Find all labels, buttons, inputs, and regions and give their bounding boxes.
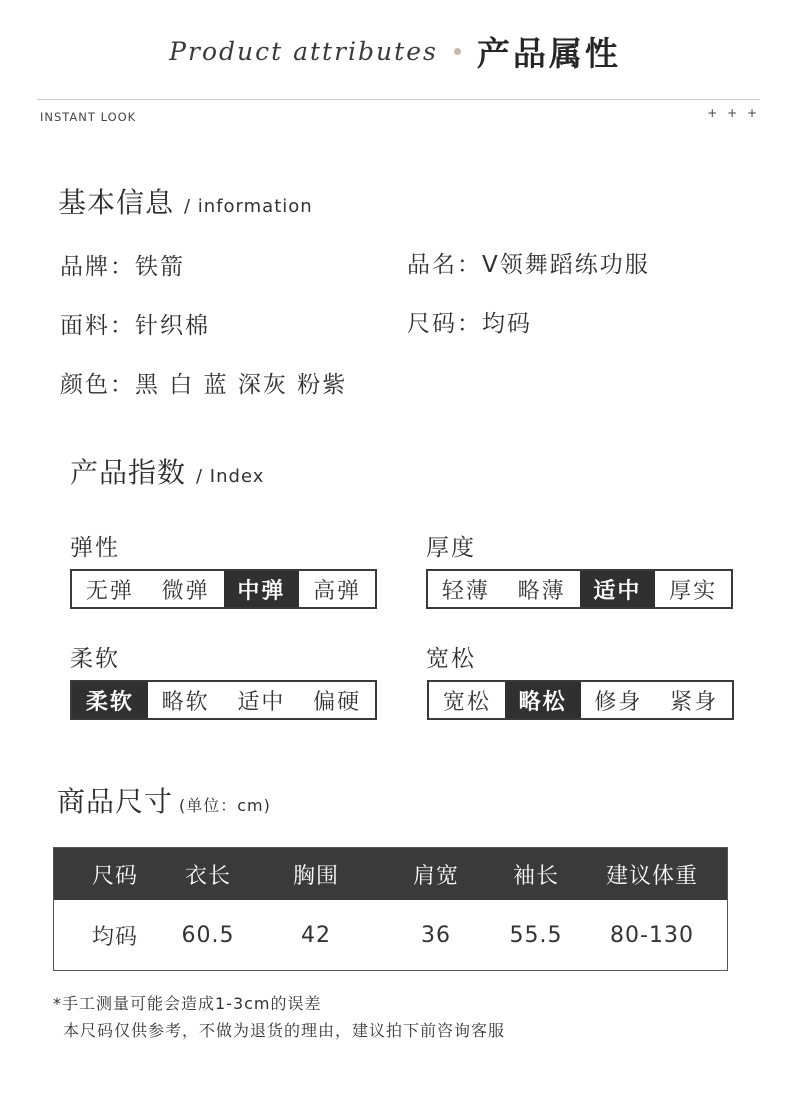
index-option: 轻薄 bbox=[441, 578, 490, 604]
index-title: 产品指数 bbox=[70, 456, 187, 489]
index-option-selected: 柔软 bbox=[72, 682, 148, 718]
index-scale-thickness bbox=[426, 569, 733, 609]
size-heading bbox=[57, 780, 271, 820]
index-label-softness: 柔软 bbox=[70, 646, 120, 672]
info-size: 尺码：均码 bbox=[407, 311, 532, 337]
header-plus-marks: + + + bbox=[707, 106, 760, 120]
size-unit: (单位：cm) bbox=[179, 796, 271, 815]
index-option: 偏硬 bbox=[313, 689, 362, 715]
basic-info-title: 基本信息 bbox=[58, 186, 175, 219]
table-header-cell: 衣长 bbox=[184, 863, 232, 889]
index-option: 适中 bbox=[237, 689, 286, 715]
index-option: 修身 bbox=[594, 689, 643, 715]
table-header-cell: 建议体重 bbox=[605, 863, 699, 889]
table-cell: 36 bbox=[421, 922, 451, 948]
index-heading bbox=[70, 451, 264, 491]
table-header-cell: 胸围 bbox=[292, 863, 340, 889]
size-table bbox=[53, 847, 728, 971]
info-brand: 品牌：铁箭 bbox=[60, 254, 185, 280]
basic-info-title-en: / information bbox=[184, 196, 313, 217]
measurement-note: *手工测量可能会造成1-3cm的误差 bbox=[53, 994, 322, 1013]
index-option: 微弹 bbox=[161, 578, 210, 604]
index-option: 宽松 bbox=[442, 689, 491, 715]
index-option: 厚实 bbox=[669, 578, 718, 604]
table-cell: 80-130 bbox=[610, 922, 694, 948]
table-cell: 55.5 bbox=[509, 922, 563, 948]
basic-info-heading bbox=[58, 181, 313, 221]
table-header bbox=[54, 848, 727, 900]
index-label-elasticity: 弹性 bbox=[70, 535, 120, 561]
index-option-selected: 略松 bbox=[505, 682, 581, 718]
index-option-selected: 中弹 bbox=[224, 571, 300, 607]
table-header-cell: 袖长 bbox=[512, 863, 560, 889]
info-colors: 颜色：黑 白 蓝 深灰 粉紫 bbox=[60, 372, 348, 398]
table-cell: 42 bbox=[301, 922, 331, 948]
header-title-cn: 产品属性 bbox=[476, 33, 621, 73]
index-option: 略薄 bbox=[517, 578, 566, 604]
table-header-cell: 肩宽 bbox=[412, 863, 460, 889]
header-subtitle: INSTANT LOOK bbox=[40, 110, 137, 124]
index-option: 紧身 bbox=[670, 689, 719, 715]
header-dot-divider bbox=[454, 48, 461, 55]
index-scale-elasticity bbox=[70, 569, 377, 609]
header-title-en: Product attributes bbox=[169, 36, 438, 66]
index-scale-fit bbox=[427, 680, 734, 720]
page-header bbox=[0, 26, 790, 76]
info-product-name: 品名：V领舞蹈练功服 bbox=[407, 252, 650, 278]
index-title-en: / Index bbox=[196, 466, 265, 487]
size-title: 商品尺寸 bbox=[57, 785, 174, 818]
table-cell: 均码 bbox=[91, 924, 139, 950]
index-label-thickness: 厚度 bbox=[426, 535, 476, 561]
index-label-fit: 宽松 bbox=[426, 646, 476, 672]
index-option: 高弹 bbox=[313, 578, 362, 604]
index-option: 略软 bbox=[161, 689, 210, 715]
index-scale-softness bbox=[70, 680, 377, 720]
reference-note: 本尺码仅供参考，不做为退货的理由，建议拍下前咨询客服 bbox=[63, 1021, 506, 1040]
header-divider bbox=[37, 99, 760, 100]
info-fabric: 面料：针织棉 bbox=[60, 313, 210, 339]
index-option-selected: 适中 bbox=[580, 571, 656, 607]
table-row bbox=[54, 900, 727, 970]
index-option: 无弹 bbox=[85, 578, 134, 604]
table-header-cell: 尺码 bbox=[91, 863, 139, 889]
table-cell: 60.5 bbox=[181, 922, 235, 948]
